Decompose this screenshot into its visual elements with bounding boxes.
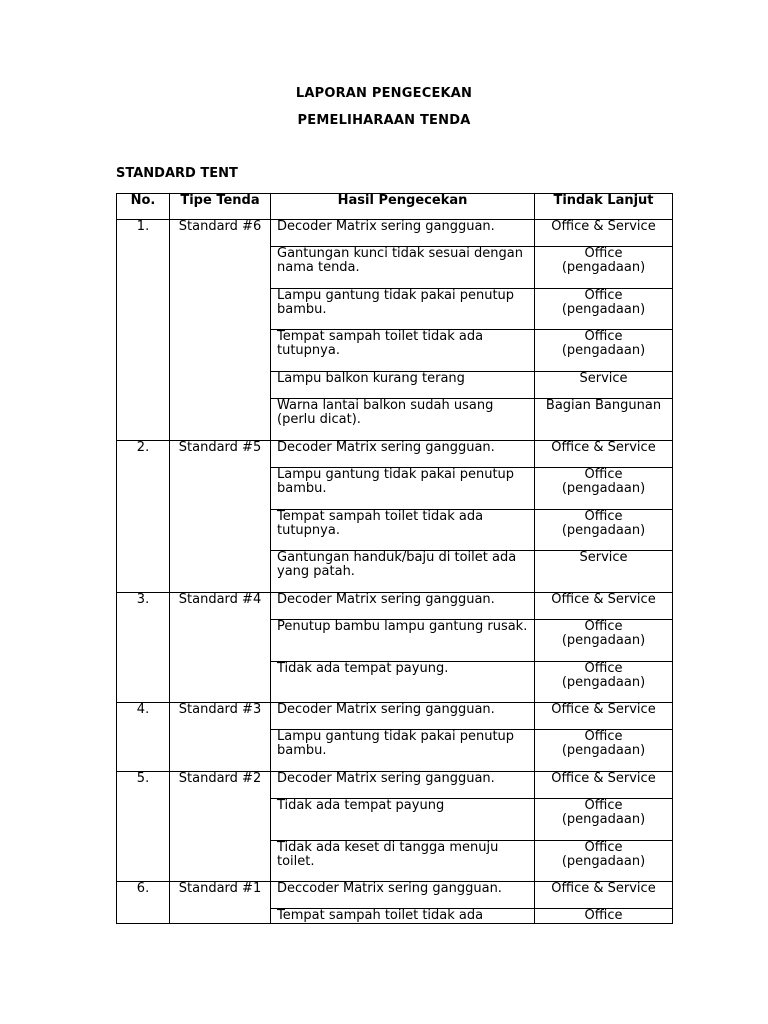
follow-up-action: Office (pengadaan) [535, 730, 673, 772]
inspection-result: Decoder Matrix sering gangguan. [271, 593, 535, 620]
inspection-result: Lampu gantung tidak pakai penutup bambu. [271, 468, 535, 510]
follow-up-action [535, 909, 673, 924]
row-number: 4. [117, 703, 170, 772]
follow-up-action: Office & Service [535, 772, 673, 799]
follow-up-action: Service [535, 372, 673, 399]
inspection-result: Gantungan handuk/baju di toilet ada yang patah. [271, 551, 535, 593]
inspection-result-text: Tempat sampah toilet tidak ada [277, 909, 484, 922]
follow-up-action: Office (pengadaan) [535, 468, 673, 510]
inspection-result: Decoder Matrix sering gangguan. [271, 703, 535, 730]
inspection-result: Decoder Matrix sering gangguan. [271, 441, 535, 468]
follow-up-action: Office (pengadaan) [535, 799, 673, 841]
inspection-result: Tidak ada tempat payung. [271, 662, 535, 703]
row-number: 6. [117, 882, 170, 924]
tent-type: Standard #1 [170, 882, 271, 924]
inspection-result: Tidak ada keset di tangga menuju toilet. [271, 841, 535, 882]
header-tent-type: Tipe Tenda [170, 194, 271, 220]
tent-type: Standard #5 [170, 441, 271, 593]
follow-up-action: Office (pengadaan) [535, 247, 673, 289]
inspection-result [271, 909, 535, 924]
follow-up-action: Office (pengadaan) [535, 289, 673, 330]
tent-type: Standard #3 [170, 703, 271, 772]
follow-up-action: Office & Service [535, 441, 673, 468]
table-row [117, 441, 673, 468]
follow-up-action: Office & Service [535, 703, 673, 730]
follow-up-action: Bagian Bangunan [535, 399, 673, 441]
header-no: No. [117, 194, 170, 220]
inspection-result: Penutup bambu lampu gantung rusak. [271, 620, 535, 662]
inspection-result: Decoder Matrix sering gangguan. [271, 772, 535, 799]
header-inspection-result: Hasil Pengecekan [271, 194, 535, 220]
follow-up-action: Office (pengadaan) [535, 841, 673, 882]
inspection-result: Gantungan kunci tidak sesuai dengan nama tenda. [271, 247, 535, 289]
inspection-result: Tidak ada tempat payung [271, 799, 535, 841]
tent-type: Standard #4 [170, 593, 271, 703]
inspection-result: Warna lantai balkon sudah usang (perlu dicat). [271, 399, 535, 441]
inspection-result: Lampu gantung tidak pakai penutup bambu. [271, 289, 535, 330]
follow-up-action: Office & Service [535, 882, 673, 909]
report-title: LAPORAN PENGECEKAN [295, 86, 473, 101]
table-body [117, 220, 673, 924]
row-number: 5. [117, 772, 170, 882]
row-number: 3. [117, 593, 170, 703]
follow-up-action: Office (pengadaan) [535, 510, 673, 551]
table-row [117, 703, 673, 730]
table-row [117, 220, 673, 247]
follow-up-action: Office (pengadaan) [535, 662, 673, 703]
follow-up-action-text: Office [584, 909, 623, 922]
follow-up-action: Office & Service [535, 220, 673, 247]
inspection-result: Tempat sampah toilet tidak ada tutupnya. [271, 330, 535, 372]
inspection-result: Decoder Matrix sering gangguan. [271, 220, 535, 247]
follow-up-action: Service [535, 551, 673, 593]
tent-type: Standard #6 [170, 220, 271, 441]
tent-type: Standard #2 [170, 772, 271, 882]
follow-up-action: Office & Service [535, 593, 673, 620]
inspection-result: Tempat sampah toilet tidak ada tutupnya. [271, 510, 535, 551]
follow-up-action: Office (pengadaan) [535, 330, 673, 372]
follow-up-action: Office (pengadaan) [535, 620, 673, 662]
row-number: 1. [117, 220, 170, 441]
report-subtitle: PEMELIHARAAN TENDA [297, 113, 471, 128]
table-row [117, 882, 673, 909]
header-follow-up: Tindak Lanjut [535, 194, 673, 220]
section-title: STANDARD TENT [116, 166, 238, 181]
table-row [117, 593, 673, 620]
inspection-result: Deccoder Matrix sering gangguan. [271, 882, 535, 909]
inspection-result: Lampu gantung tidak pakai penutup bambu. [271, 730, 535, 772]
table-header-row [117, 194, 673, 220]
inspection-table [116, 193, 673, 924]
table-row [117, 772, 673, 799]
inspection-result: Lampu balkon kurang terang [271, 372, 535, 399]
row-number: 2. [117, 441, 170, 593]
